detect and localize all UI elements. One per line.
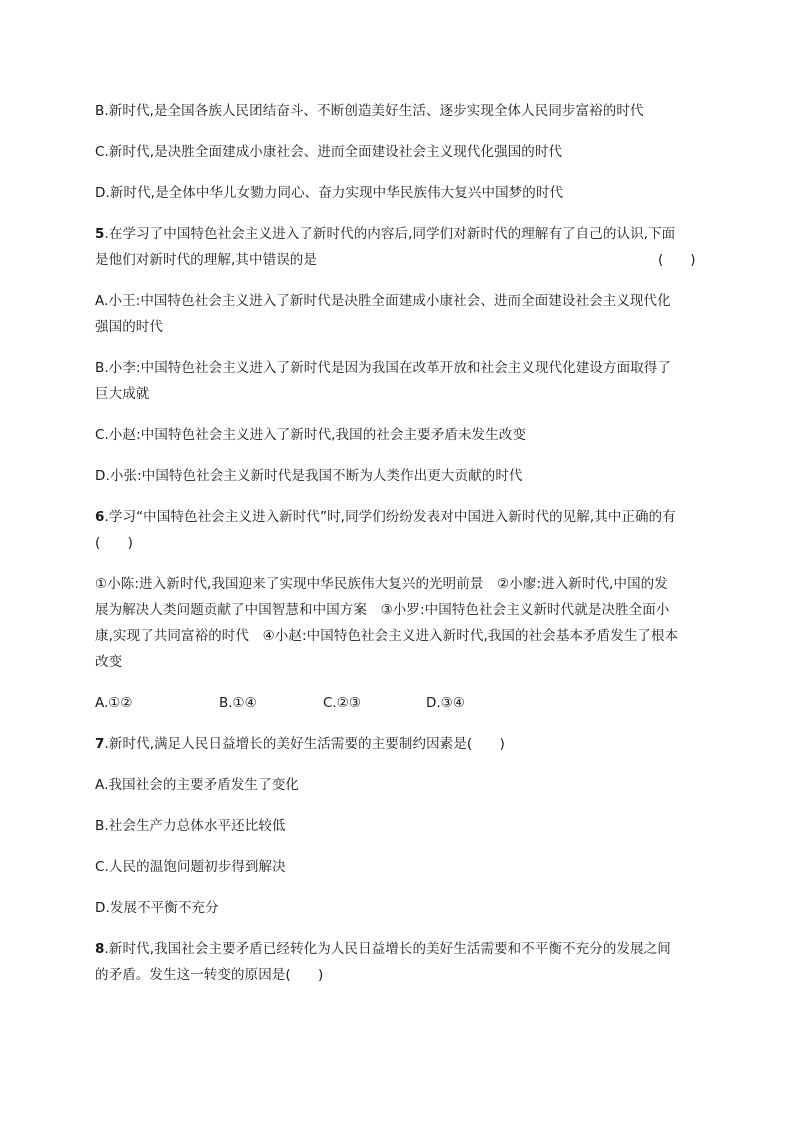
- q7-number: 7: [95, 736, 105, 752]
- q7-option-a: A.我国社会的主要矛盾发生了变化: [95, 777, 299, 793]
- prev-option-c: C.新时代,是决胜全面建成小康社会、进而全面建设社会主义现代化强国的时代: [95, 144, 563, 160]
- q5-option-b-line1: B.小李:中国特色社会主义进入了新时代是因为我国在改革开放和社会主义现代化建设方面取得了: [95, 360, 671, 376]
- q8-number: 8: [95, 941, 105, 957]
- q5-stem-text: .在学习了中国特色社会主义进入了新时代的内容后,同学们对新时代的理解有了自己的认识,下面: [104, 226, 676, 242]
- q6-option-a: A.①②: [95, 695, 133, 711]
- q5-option-a-line2: 强国的时代: [95, 319, 163, 335]
- q6-items-line3: 康,实现了共同富裕的时代 ④小赵:中国特色社会主义进入新时代,我国的社会基本矛盾发生了根本: [95, 628, 679, 644]
- q6-items-line4: 改变: [95, 654, 123, 670]
- q6-option-c: C.②③: [323, 695, 361, 711]
- q5-stem-line1: [95, 224, 675, 244]
- q8-stem-line1: [95, 939, 671, 959]
- q6-items-line2: 展为解决人类问题贡献了中国智慧和中国方案 ③小罗:中国特色社会主义新时代就是决胜全面小: [95, 602, 670, 618]
- q5-option-a-line1: A.小王:中国特色社会主义进入了新时代是决胜全面建成小康社会、进而全面建设社会主义现代化: [95, 293, 671, 309]
- q6-option-b: B.①④: [219, 695, 257, 711]
- q7-stem: [95, 734, 505, 754]
- q7-option-b: B.社会生产力总体水平还比较低: [95, 818, 286, 834]
- q7-option-d: D.发展不平衡不充分: [95, 900, 219, 916]
- q6-stem-line1: [95, 507, 676, 527]
- q7-option-c: C.人民的温饱问题初步得到解决: [95, 859, 286, 875]
- q7-stem-text: .新时代,满足人民日益增长的美好生活需要的主要制约因素是( ): [104, 736, 505, 752]
- q6-stem-line2: ( ): [95, 535, 133, 551]
- q5-number: 5: [95, 226, 105, 242]
- q6-option-d: D.③④: [426, 695, 465, 711]
- q5-answer-bracket: ( ): [658, 252, 696, 268]
- q6-items-line1: ①小陈:进入新时代,我国迎来了实现中华民族伟大复兴的光明前景 ②小廖:进入新时代,中国的发: [95, 576, 668, 592]
- q6-stem-text: .学习“中国特色社会主义进入新时代”时,同学们纷纷发表对中国进入新时代的见解,其中正确的有: [104, 509, 676, 525]
- q5-option-d: D.小张:中国特色社会主义新时代是我国不断为人类作出更大贡献的时代: [95, 468, 523, 484]
- q5-stem-line2: 是他们对新时代的理解,其中错误的是: [95, 252, 317, 268]
- q5-option-b-line2: 巨大成就: [95, 386, 150, 402]
- q8-stem-text: .新时代,我国社会主要矛盾已经转化为人民日益增长的美好生活需要和不平衡不充分的发展之间: [104, 941, 671, 957]
- q5-option-c: C.小赵:中国特色社会主义进入了新时代,我国的社会主要矛盾未发生改变: [95, 427, 526, 443]
- q6-number: 6: [95, 509, 105, 525]
- prev-option-b: B.新时代,是全国各族人民团结奋斗、不断创造美好生活、逐步实现全体人民同步富裕的时代: [95, 103, 644, 119]
- prev-option-d: D.新时代,是全体中华儿女勠力同心、奋力实现中华民族伟大复兴中国梦的时代: [95, 185, 564, 201]
- q8-stem-line2: 的矛盾。发生这一转变的原因是( ): [95, 967, 324, 983]
